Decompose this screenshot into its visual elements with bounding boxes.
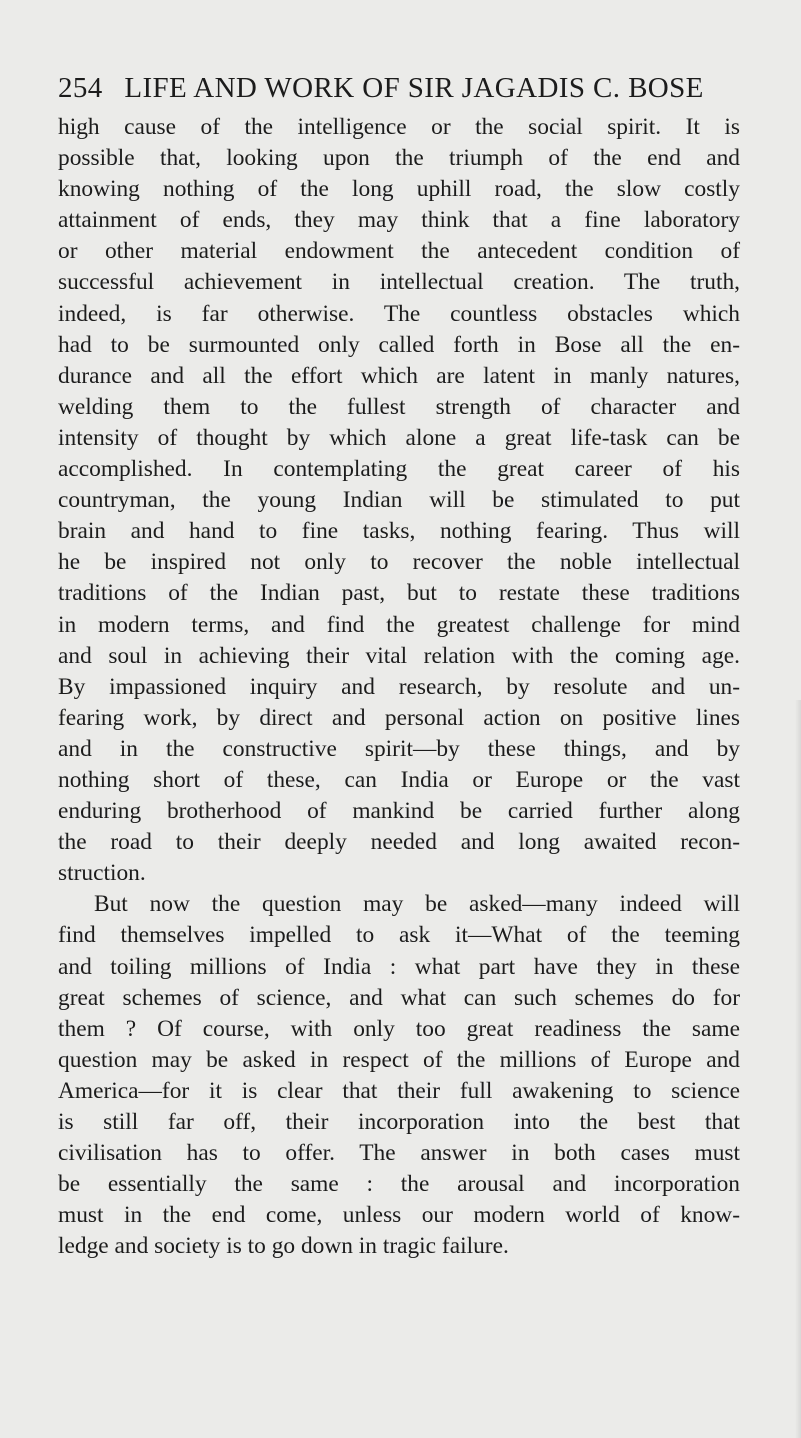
text-line: great schemes of science, and what can such schemes do for <box>58 984 740 1011</box>
paragraph <box>58 889 740 1262</box>
text-line: struction. <box>58 860 146 887</box>
text-line: be essentially the same : the arousal and incorporation <box>58 1171 740 1198</box>
body-text <box>58 112 740 1262</box>
text-line: accomplished. In contemplating the great career of his <box>58 456 740 483</box>
text-line: But now the question may be asked—many indeed will <box>94 891 740 918</box>
text-line: must in the end come, unless our modern world of know- <box>58 1202 740 1229</box>
text-line: and toiling millions of India : what part have they in these <box>58 953 740 980</box>
text-line: them ? Of course, with only too great readiness the same <box>58 1015 740 1042</box>
text-line: question may be asked in respect of the millions of Europe and <box>58 1046 740 1073</box>
text-line: he be inspired not only to recover the noble intellectual <box>58 549 740 576</box>
running-head: LIFE AND WORK OF SIR JAGADIS C. BOSE <box>124 72 704 104</box>
text-line: in modern terms, and find the greatest challenge for mind <box>58 611 740 638</box>
text-line: ledge and society is to go down in tragic failure. <box>58 1233 509 1260</box>
text-line: and soul in achieving their vital relation with the coming age. <box>58 642 740 669</box>
text-line: knowing nothing of the long uphill road, the slow costly <box>58 176 740 203</box>
text-line: and in the constructive spirit—by these things, and by <box>58 735 740 762</box>
page-edge-shadow <box>795 700 801 1438</box>
text-line: brain and hand to fine tasks, nothing fearing. Thus will <box>58 518 740 545</box>
text-line: indeed, is far otherwise. The countless obstacles which <box>58 300 740 327</box>
text-line: enduring brotherhood of mankind be carried further along <box>58 798 740 825</box>
text-line: durance and all the effort which are latent in manly natures, <box>58 362 740 389</box>
text-line: civilisation has to offer. The answer in both cases must <box>58 1140 740 1167</box>
text-line: traditions of the Indian past, but to restate these traditions <box>58 580 740 607</box>
text-line: successful achievement in intellectual creation. The truth, <box>58 269 740 296</box>
text-line: welding them to the fullest strength of character and <box>58 393 740 420</box>
text-line: find themselves impelled to ask it—What of the teeming <box>58 922 740 949</box>
text-line: intensity of thought by which alone a great life-task can be <box>58 424 740 451</box>
page-number: 254 <box>58 72 103 104</box>
text-line: nothing short of these, can India or Europe or the vast <box>58 766 740 793</box>
text-line: America—for it is clear that their full awakening to science <box>58 1077 740 1104</box>
text-line: high cause of the intelligence or the social spirit. It is <box>58 114 740 140</box>
text-line: had to be surmounted only called forth in Bose all the en- <box>58 331 740 358</box>
text-line: is still far off, their incorporation into the best that <box>58 1109 740 1135</box>
text-line: countryman, the young Indian will be stimulated to put <box>58 487 740 514</box>
text-line: attainment of ends, they may think that a fine laboratory <box>58 207 740 234</box>
paragraph <box>58 112 740 889</box>
page-header <box>58 72 740 112</box>
text-line: fearing work, by direct and personal action on positive lines <box>58 704 740 731</box>
text-line: By impassioned inquiry and research, by resolute and un- <box>58 673 740 700</box>
text-line: or other material endowment the antecedent condition of <box>58 238 740 265</box>
text-line: the road to their deeply needed and long awaited recon- <box>58 829 740 856</box>
text-line: possible that, looking upon the triumph of the end and <box>58 145 740 172</box>
